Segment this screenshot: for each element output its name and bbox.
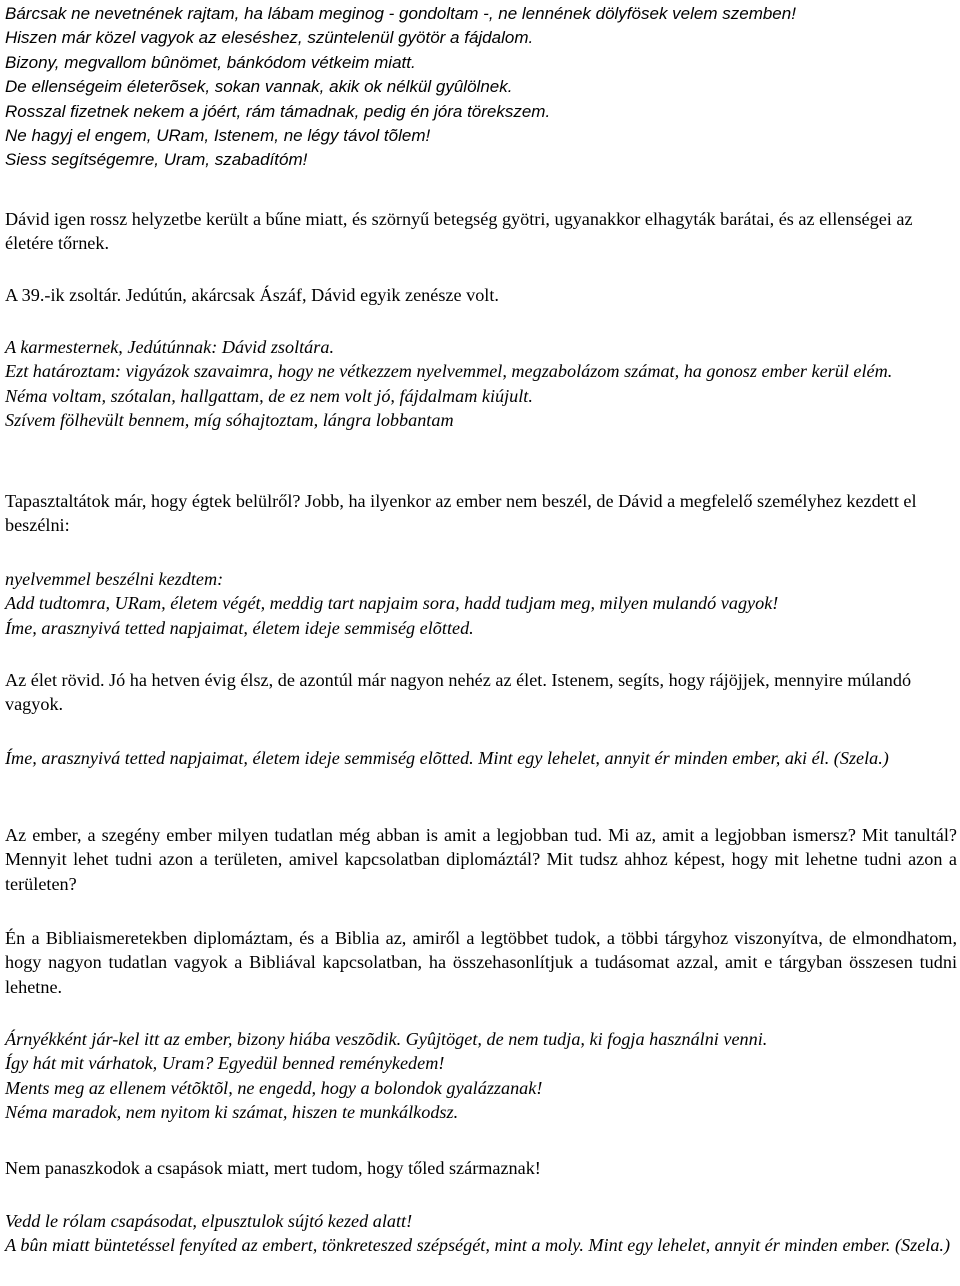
commentary-paragraph: Én a Bibliaismeretekben diplomáztam, és a Biblia az, amiről a legtöbbet tudok, a többi tárgyhoz viszonyítva, de elmondhatom, hogy nagyon tudatlan vagyok a Bibliával kapcsolatban, ha összehasonlítjuk a tudásomat azzal, amit e tárgyban összesen tudni lehetne. xyxy=(5,928,957,997)
commentary-paragraph: Az élet rövid. Jó ha hetven évig élsz, de azontúl már nagyon nehéz az élet. Istenem, segíts, hogy rájöjjek, mennyire múlandó vagyok. xyxy=(5,670,912,715)
verse-line: Rosszal fizetnek nekem a jóért, rám támadnak, pedig én jóra törekszem. xyxy=(5,101,551,121)
psalm-excerpt-2 xyxy=(5,335,957,433)
psalm-excerpt-3 xyxy=(5,567,957,640)
commentary-paragraph: Az ember, a szegény ember milyen tudatlan még abban is amit a legjobban tud. Mi az, amit a legjobban ismersz? Mit tanultál? Mennyit lehet tudni azon a területen, amivel kapcsolatban diplomáztál? Mit tudsz ahhoz képest, hogy mit lehetne tudni azon a területen? xyxy=(5,825,957,894)
verse-line: Bizony, megvallom bûnömet, bánkódom vétkeim miatt. xyxy=(5,52,416,72)
psalm-verse: Íme, arasznyivá tetted napjaimat, életem ideje semmiség elõtted. Mint egy lehelet, annyit ér minden ember, aki él. (Szela.) xyxy=(5,748,889,768)
verse-line: Ezt határoztam: vigyázok szavaimra, hogy ne vétkezzem nyelvemmel, megzabolázom számat, ha gonosz ember kerül elém. xyxy=(5,361,893,382)
verse-line: Bárcsak ne nevetnének rajtam, ha lábam meginog - gondoltam -, ne lennének dölyfösek velem szemben! xyxy=(5,4,796,23)
psalm-reference: A 39.-ik zsoltár. Jedútún, akárcsak Ászáf, Dávid egyik zenésze volt. xyxy=(5,285,499,305)
verse-line: A karmesternek, Jedútúnnak: Dávid zsoltára. xyxy=(5,337,334,357)
verse-line: Így hát mit várhatok, Uram? Egyedül benned reménykedem! xyxy=(5,1053,445,1074)
commentary-paragraph: Nem panaszkodok a csapások miatt, mert tudom, hogy tőled származnak! xyxy=(5,1158,541,1178)
psalm-excerpt-4 xyxy=(5,1027,957,1125)
verse-line: Ne hagyj el engem, URam, Istenem, ne légy távol tõlem! xyxy=(5,126,431,146)
verse-line: De ellenségeim életerõsek, sokan vannak, akik ok nélkül gyûlölnek. xyxy=(5,77,513,97)
verse-line: Ments meg az ellenem vétõktõl, ne engedd, hogy a bolondok gyalázzanak! xyxy=(5,1077,543,1098)
verse-line: Árnyékként jár-kel itt az ember, bizony hiába veszõdik. Gyûjtöget, de nem tudja, ki fogja használni venni. xyxy=(5,1029,768,1049)
verse-line: Néma maradok, nem nyitom ki számat, hiszen te munkálkodsz. xyxy=(5,1102,459,1123)
verse-line: Add tudtomra, URam, életem végét, meddig tart napjaim sora, hadd tudjam meg, milyen mulandó vagyok! xyxy=(5,593,779,614)
psalm-excerpt-5 xyxy=(5,1209,957,1258)
verse-line: nyelvemmel beszélni kezdtem: xyxy=(5,569,224,589)
commentary-paragraph: Tapasztaltátok már, hogy égtek belülről? Jobb, ha ilyenkor az ember nem beszél, de Dávid a megfelelő személyhez kezdett el beszélni: xyxy=(5,491,917,536)
psalm-excerpt-1 xyxy=(5,2,957,173)
commentary-paragraph: Dávid igen rossz helyzetbe került a bűne miatt, és szörnyű betegség gyötri, ugyanakkor elhagyták barátai, és az ellenségei az életére tőrnek. xyxy=(5,209,913,254)
verse-line: Siess segítségemre, Uram, szabadítóm! xyxy=(5,150,308,170)
verse-line: Hiszen már közel vagyok az eleséshez, szüntelenül gyötör a fájdalom. xyxy=(5,28,534,48)
verse-line: A bûn miatt büntetéssel fenyíted az embert, tönkreteszed szépségét, mint a moly. Mint egy lehelet, annyit ér minden ember. (Szela.) xyxy=(5,1235,951,1256)
verse-line: Vedd le rólam csapásodat, elpusztulok sújtó kezed alatt! xyxy=(5,1211,413,1231)
verse-line: Néma voltam, szótalan, hallgattam, de ez nem volt jó, fájdalmam kiújult. xyxy=(5,385,533,406)
verse-line: Szívem fölhevült bennem, míg sóhajtoztam, lángra lobbantam xyxy=(5,410,454,431)
verse-line: Íme, arasznyivá tetted napjaimat, életem ideje semmiség elõtted. xyxy=(5,617,474,638)
